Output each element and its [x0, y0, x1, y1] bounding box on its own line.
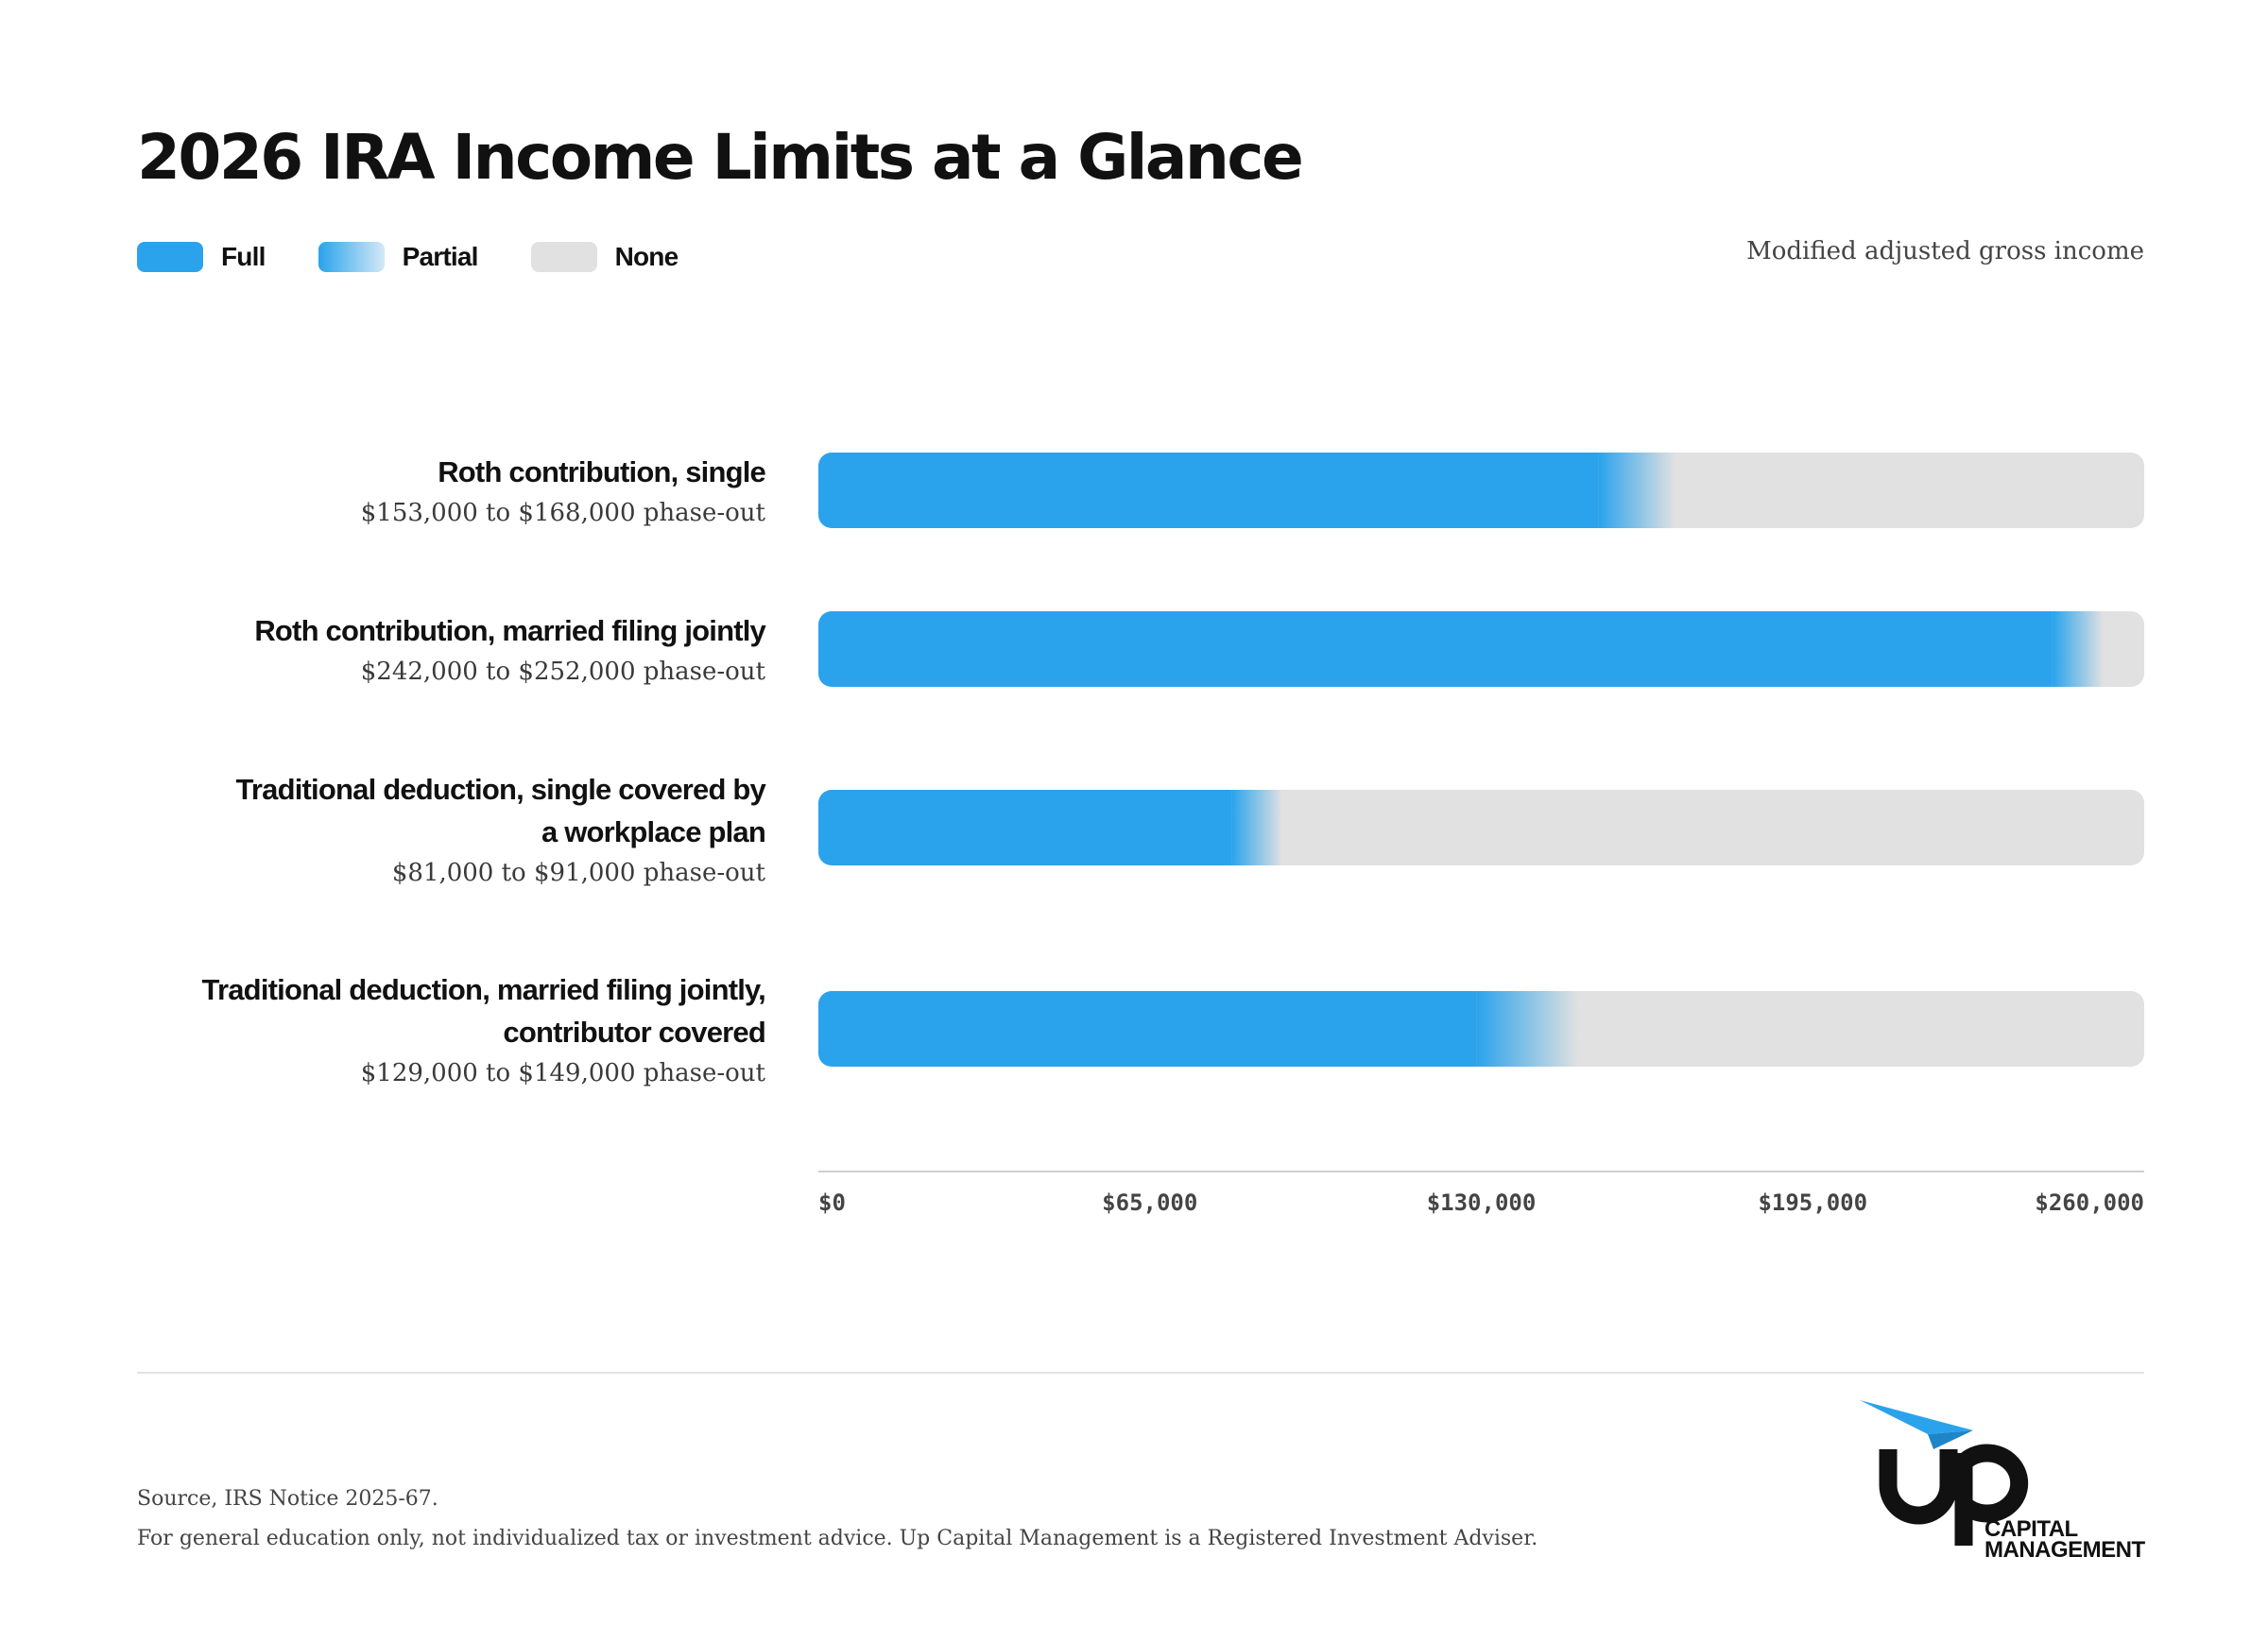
bar-row — [818, 790, 2144, 865]
row-range: $242,000 to $252,000 phase-out — [360, 658, 765, 686]
chart-title: 2026 IRA Income Limits at a Glance — [137, 121, 1302, 194]
logo-text-capital: CAPITAL — [1984, 1516, 2078, 1542]
row-range: $81,000 to $91,000 phase-out — [391, 859, 765, 887]
x-tick-label: $65,000 — [1102, 1189, 1198, 1216]
logo-text-management: MANAGEMENT — [1984, 1537, 2145, 1563]
legend-label-full: Full — [221, 242, 266, 271]
x-tick-label: $260,000 — [2035, 1189, 2144, 1216]
paper-plane-icon — [1860, 1400, 1973, 1434]
row-name: Roth contribution, married filing jointly — [254, 614, 765, 647]
bar-row — [818, 453, 2144, 528]
bar-partial-segment — [1231, 790, 1282, 865]
logo-letter-u — [1888, 1449, 1949, 1515]
legend-label-none: None — [614, 242, 679, 271]
legend-label-partial: Partial — [402, 242, 478, 271]
company-logo — [1852, 1394, 2150, 1565]
bar-row — [818, 991, 2144, 1067]
metric-note: Modified adjusted gross income — [1746, 237, 2144, 265]
source-note: Source, IRS Notice 2025-67. — [137, 1487, 438, 1511]
x-tick-label: $0 — [818, 1189, 846, 1216]
bar-row — [818, 611, 2144, 687]
row-name: Roth contribution, single — [438, 455, 765, 488]
disclaimer-note: For general education only, not individualized tax or investment advice. Up Capital Management is a Registered Investment Adviser. — [137, 1527, 1538, 1550]
bar-full-segment — [818, 991, 1476, 1067]
row-name: Traditional deduction, single covered by a workplace plan — [235, 773, 765, 848]
row-name: Traditional deduction, married filing jointly, contributor covered — [201, 973, 765, 1049]
bar-partial-segment — [2053, 611, 2104, 687]
bar-full-segment — [818, 611, 2053, 687]
bar-partial-segment — [1599, 453, 1675, 528]
footer-divider — [137, 1372, 2144, 1374]
x-tick-label: $130,000 — [1426, 1189, 1537, 1216]
bar-full-segment — [818, 790, 1231, 865]
x-tick-label: $195,000 — [1758, 1189, 1868, 1216]
row-range: $153,000 to $168,000 phase-out — [360, 499, 765, 527]
bar-full-segment — [818, 453, 1599, 528]
bar-partial-segment — [1476, 991, 1578, 1067]
row-range: $129,000 to $149,000 phase-out — [360, 1059, 765, 1087]
